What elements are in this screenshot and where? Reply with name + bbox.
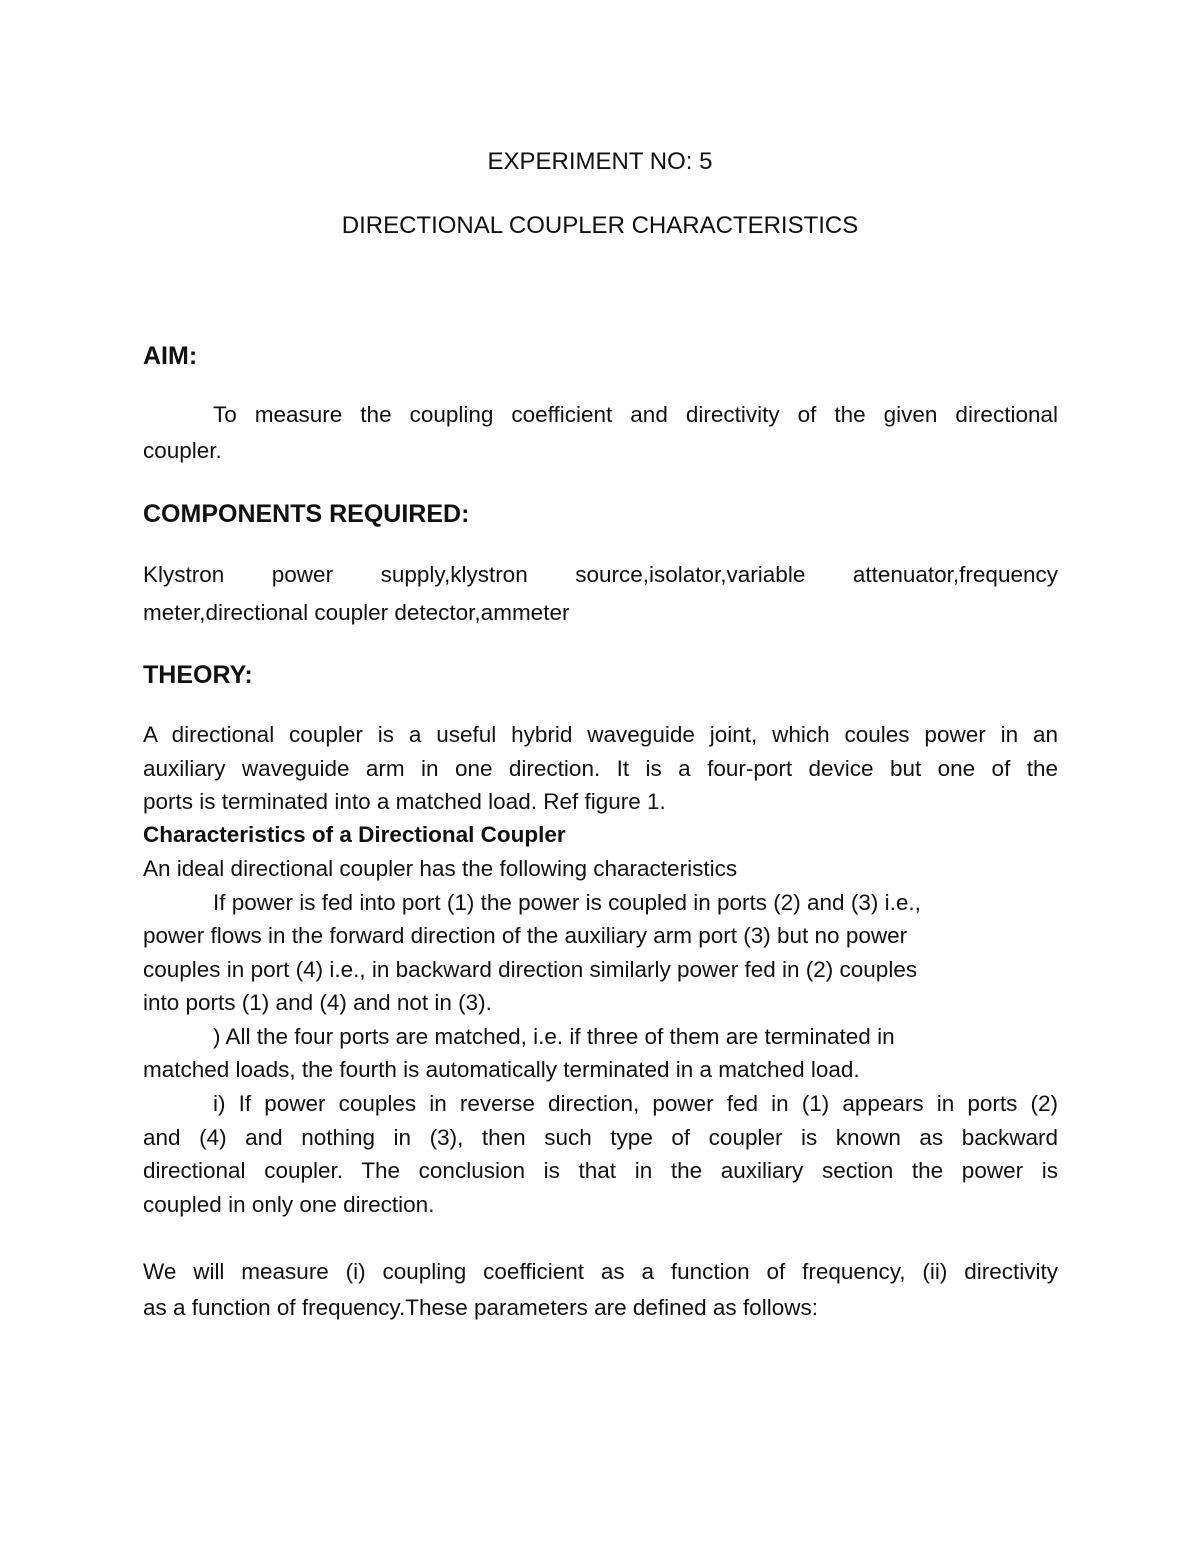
point1-line-3: couples in port (4) i.e., in backward direction similarly power fed in (2) couples bbox=[143, 957, 918, 982]
theory-intro-line-1: A directional coupler is a useful hybrid waveguide joint, which coules power in an bbox=[143, 722, 1058, 747]
components-heading: COMPONENTS REQUIRED: bbox=[143, 500, 470, 528]
aim-text-line-2: coupler. bbox=[143, 438, 222, 463]
point1-line-2: power flows in the forward direction of the auxiliary arm port (3) but no power bbox=[143, 923, 908, 948]
theory-intro-line-2: auxiliary waveguide arm in one direction. It is a four-port device but one of the bbox=[143, 756, 1058, 781]
characteristics-intro: An ideal directional coupler has the following characteristics bbox=[143, 856, 738, 881]
components-text-line-2: meter,directional coupler detector,ammeter bbox=[143, 600, 570, 625]
point3-line-2: and (4) and nothing in (3), then such type of coupler is known as backward bbox=[143, 1125, 1058, 1150]
point1-line-4: into ports (1) and (4) and not in (3). bbox=[143, 990, 492, 1015]
point2-line-2: matched loads, the fourth is automatically terminated in a matched load. bbox=[143, 1057, 860, 1082]
point1-line-1: If power is fed into port (1) the power is coupled in ports (2) and (3) i.e., bbox=[213, 890, 921, 915]
point3-line-4: coupled in only one direction. bbox=[143, 1192, 435, 1217]
point3-line-3: directional coupler. The conclusion is that in the auxiliary section the power is bbox=[143, 1158, 1058, 1183]
point3-line-1: i) If power couples in reverse direction, power fed in (1) appears in ports (2) bbox=[213, 1091, 1058, 1116]
characteristics-subheading: Characteristics of a Directional Coupler bbox=[143, 822, 566, 847]
aim-text-line-1: To measure the coupling coefficient and directivity of the given directional bbox=[213, 402, 1058, 427]
theory-heading: THEORY: bbox=[143, 661, 253, 689]
theory-intro-line-3: ports is terminated into a matched load. Ref figure 1. bbox=[143, 789, 666, 814]
aim-heading: AIM: bbox=[143, 342, 198, 370]
experiment-number: EXPERIMENT NO: 5 bbox=[487, 148, 713, 175]
measure-line-2: as a function of frequency.These parameters are defined as follows: bbox=[143, 1295, 818, 1320]
document-title: DIRECTIONAL COUPLER CHARACTERISTICS bbox=[341, 212, 859, 239]
point2-line-1: ) All the four ports are matched, i.e. if three of them are terminated in bbox=[213, 1024, 895, 1049]
measure-line-1: We will measure (i) coupling coefficient as a function of frequency, (ii) directivity bbox=[143, 1259, 1058, 1284]
components-text-line-1: Klystron power supply,klystron source,isolator,variable attenuator,frequency bbox=[143, 562, 1058, 587]
